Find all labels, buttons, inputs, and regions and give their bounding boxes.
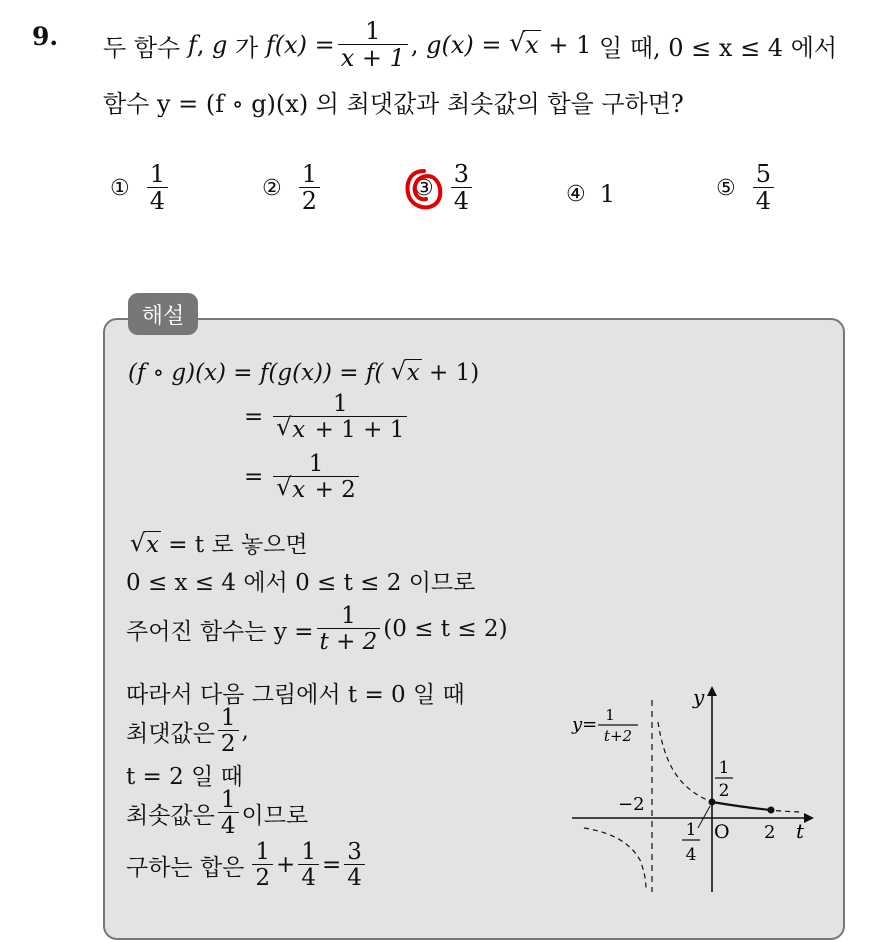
y-axis-arrow [707,686,717,696]
question-prefix: 두 함수 [103,33,181,62]
solution-line-8: 최댓값은 $\frac{1}{2}$ , [126,705,249,758]
solution-line-1: (f ∘ g)(x) = f(g(x)) = f( √ x + 1) [128,357,480,386]
choice-4-value: 1 [599,180,616,208]
t-axis-arrow [804,813,814,823]
choice-5-mark: ⑤ [716,175,736,201]
solution-line-7: 따라서 다음 그림에서 t = 0 일 때 [126,682,465,708]
fx-denominator: x + 1 [338,44,408,71]
half-den: 2 [718,781,730,801]
gx-sqrt: √ x [509,28,539,59]
gx-tail: + 1 [548,31,592,59]
choice-5[interactable] [716,162,777,214]
choice-4[interactable] [566,162,615,226]
question-line-1: 두 함수 f , g 가 f(x) = $\frac{1}{x + 1}$ , g(x) = √ x + 1 일 때, 0 ≤ x ≤ 4 에서 [103,16,838,72]
gx-lhs: g(x) = [426,31,502,59]
solution-line-4: √ x = t 로 놓으면 [130,529,308,558]
choice-2-fraction: $\frac{1}{2}$ [299,162,320,214]
solution-line-10: 최솟값은 $\frac{1}{4}$ 이므로 [126,787,309,840]
choice-5-fraction: $\frac{5}{4}$ [753,162,774,214]
quarter-pointer [698,806,710,828]
choice-2-mark: ② [262,175,282,201]
t-axis-label: t [796,819,805,843]
solution-line-5: 0 ≤ x ≤ 4 에서 0 ≤ t ≤ 2 이므로 [126,570,476,596]
func-label-den: t+2 [603,727,633,745]
quarter-num: 1 [685,820,697,840]
t2-label: 2 [764,822,776,843]
solution-line-9: t = 2 일 때 [126,764,243,790]
particle-ga: 가 [235,33,259,62]
question-number: 9. [32,22,59,51]
origin-label: O [714,821,730,843]
choice-1-fraction: $\frac{1}{4}$ [147,162,168,214]
choice-3-fraction: $\frac{3}{4}$ [451,162,472,214]
solution-line-2: = 1 √ x + 1 + 1 [244,392,410,442]
choice-3-mark: ③ [414,175,434,201]
solution-line-11: 구하는 합은 $\frac{1}{2}$ + $\frac{1}{4}$ = $\frac{3}{4}$ [126,840,368,890]
func-label-prefix: y= [572,714,598,735]
point-t2 [768,807,775,814]
fx-lhs: f(x) = [265,31,335,59]
half-num: 1 [718,758,730,778]
asymptote-label: −2 [618,794,645,815]
choice-1[interactable] [110,162,171,214]
y-axis-label: y [693,685,705,709]
point-t0 [709,799,716,806]
fx-fraction [338,16,408,72]
graph-segment [712,802,771,810]
function-f: f [187,31,197,59]
question-line-2: 함수 y = (f ∘ g)(x) 의 최댓값과 최솟값의 합을 구하면? [103,90,684,118]
choice-1-mark: ① [110,175,130,201]
hyperbola-left-branch [584,828,646,890]
solution-line-6: 주어진 함수는 y = $\frac{1}{t + 2}$ (0 ≤ t ≤ 2) [126,603,508,656]
solution-tag: 해설 [128,293,198,335]
fx-numerator: 1 [365,16,381,45]
answer-circle-mark [400,163,448,217]
choice-4-mark: ④ [566,181,586,207]
question-domain: 일 때, 0 ≤ x ≤ 4 에서 [599,33,838,62]
function-graph [560,680,830,895]
solution-line-3: = 1 √ x + 2 [244,452,362,502]
choice-2[interactable] [262,162,323,214]
func-label-num: 1 [605,706,615,724]
quarter-den: 4 [685,845,697,865]
function-g: g [211,31,228,59]
